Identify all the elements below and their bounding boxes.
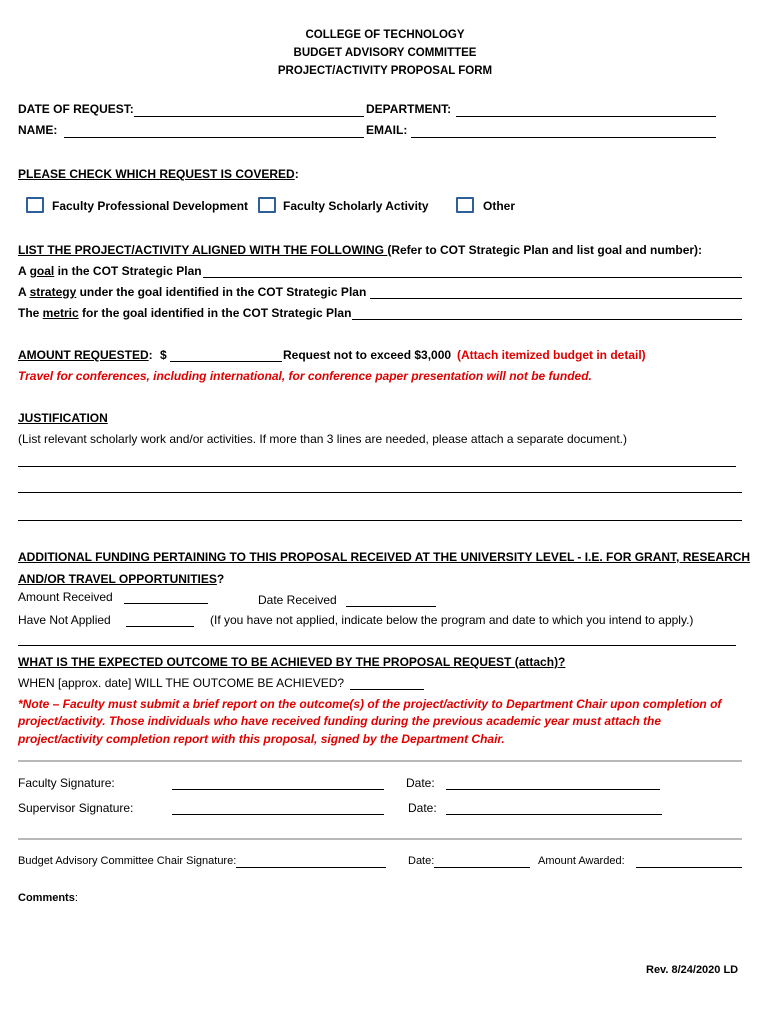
- name-input[interactable]: [66, 122, 362, 136]
- amount-input[interactable]: [172, 346, 280, 360]
- chair-signature-label: Budget Advisory Committee Chair Signature:: [18, 855, 237, 867]
- date-received-label: Date Received: [258, 593, 337, 607]
- faculty-signature-line: [172, 789, 384, 790]
- dollar-sign: $: [160, 348, 167, 362]
- form-header-college: COLLEGE OF TECHNOLOGY: [305, 29, 465, 41]
- strategy-input[interactable]: [372, 283, 740, 297]
- form-header-committee: BUDGET ADVISORY COMMITTEE: [293, 47, 477, 59]
- faculty-signature-input[interactable]: [174, 774, 382, 788]
- metric-line: [352, 319, 742, 320]
- report-note-line1: *Note – Faculty must submit a brief report on the outcome(s) of the project/activity to Department Chair upon completion of: [18, 697, 722, 711]
- checkbox-other[interactable]: [456, 197, 474, 213]
- email-input[interactable]: [413, 122, 714, 136]
- amount-awarded-input[interactable]: [638, 852, 740, 866]
- supervisor-signature-label: Supervisor Signature:: [18, 801, 134, 815]
- supervisor-signature-line: [172, 814, 384, 815]
- email-line: [411, 137, 716, 138]
- outcome-when-input[interactable]: [352, 674, 422, 688]
- form-title: PROJECT/ACTIVITY PROPOSAL FORM: [277, 65, 493, 77]
- request-heading: PLEASE CHECK WHICH REQUEST IS COVERED:: [18, 167, 299, 181]
- outcome-heading: WHAT IS THE EXPECTED OUTCOME TO BE ACHIEVED BY THE PROPOSAL REQUEST (attach)?: [18, 655, 566, 669]
- amount-awarded-line: [636, 867, 742, 868]
- funding-heading-line1: ADDITIONAL FUNDING PERTAINING TO THIS PROPOSAL RECEIVED AT THE UNIVERSITY LEVEL - I.E. FOR GRANT, RESEARCH: [18, 550, 751, 564]
- option-professional-development-label: Faculty Professional Development: [52, 199, 249, 213]
- justification-line-2: [18, 492, 742, 493]
- chair-date-label: Date:: [408, 855, 435, 867]
- email-label: EMAIL:: [366, 123, 408, 137]
- section-divider-2: [18, 838, 742, 840]
- justification-line-1: [18, 466, 736, 467]
- faculty-date-input[interactable]: [448, 774, 658, 788]
- goal-input[interactable]: [205, 262, 740, 276]
- amount-received-line: [124, 603, 208, 604]
- amount-requested-label: AMOUNT REQUESTED:: [18, 348, 153, 362]
- chair-date-input[interactable]: [436, 852, 528, 866]
- checkbox-scholarly-activity[interactable]: [258, 197, 276, 213]
- option-other-label: Other: [483, 199, 516, 213]
- supervisor-date-label: Date:: [408, 801, 437, 815]
- justification-heading: JUSTIFICATION: [18, 411, 108, 425]
- comments-label: Comments:: [18, 892, 78, 904]
- chair-date-line: [434, 867, 530, 868]
- supervisor-signature-input[interactable]: [174, 799, 382, 813]
- goal-line: [203, 277, 742, 278]
- justification-input-3[interactable]: [20, 505, 740, 519]
- report-note-line2: project/activity. Those individuals who have received funding during the previous academic year must attach the: [18, 714, 662, 728]
- name-label: NAME:: [18, 123, 58, 137]
- outcome-when-line: [350, 689, 424, 690]
- section-divider-1: [18, 760, 742, 762]
- travel-note: Travel for conferences, including international, for conference paper presentation will not be funded.: [18, 369, 592, 383]
- name-line: [64, 137, 364, 138]
- have-not-applied-input[interactable]: [128, 611, 192, 625]
- checkbox-professional-development[interactable]: [26, 197, 44, 213]
- justification-input-2[interactable]: [20, 477, 740, 491]
- attach-budget-note: (Attach itemized budget in detail): [457, 348, 646, 362]
- justification-instruction: (List relevant scholarly work and/or activities. If more than 3 lines are needed, please attach a separate document.): [18, 432, 627, 446]
- supervisor-date-input[interactable]: [448, 799, 660, 813]
- justification-input-1[interactable]: [20, 451, 734, 465]
- strategy-line: [370, 298, 742, 299]
- amount-awarded-label: Amount Awarded:: [538, 855, 625, 867]
- amount-limit-text: Request not to exceed $3,000: [283, 348, 452, 362]
- supervisor-date-line: [446, 814, 662, 815]
- chair-signature-line: [236, 867, 386, 868]
- faculty-date-line: [446, 789, 660, 790]
- have-not-applied-label: Have Not Applied: [18, 613, 111, 627]
- chair-signature-input[interactable]: [238, 852, 384, 866]
- outcome-when-label: WHEN [approx. date] WILL THE OUTCOME BE ACHIEVED?: [18, 676, 345, 690]
- date-of-request-input[interactable]: [136, 101, 362, 115]
- revision-note: Rev. 8/24/2020 LD: [646, 964, 739, 976]
- faculty-date-label: Date:: [406, 776, 435, 790]
- metric-input[interactable]: [354, 304, 740, 318]
- date-received-line: [346, 606, 436, 607]
- option-scholarly-activity-label: Faculty Scholarly Activity: [283, 199, 429, 213]
- date-of-request-label: DATE OF REQUEST:: [18, 102, 134, 116]
- report-note-line3: project/activity completion report with this proposal, signed by the Department Chair.: [18, 732, 505, 746]
- intended-program-input[interactable]: [20, 630, 734, 644]
- date-received-input[interactable]: [348, 591, 434, 605]
- have-not-applied-line: [126, 626, 194, 627]
- strategy-label: A strategy under the goal identified in the COT Strategic Plan: [18, 285, 367, 299]
- faculty-signature-label: Faculty Signature:: [18, 776, 115, 790]
- not-applied-note: (If you have not applied, indicate below the program and date to which you intend to apply.): [210, 613, 694, 627]
- department-line: [456, 116, 716, 117]
- funding-heading-line2: AND/OR TRAVEL OPPORTUNITIES?: [18, 572, 225, 586]
- metric-label: The metric for the goal identified in the COT Strategic Plan: [18, 306, 352, 320]
- goal-label: A goal in the COT Strategic Plan: [18, 264, 202, 278]
- date-of-request-line: [134, 116, 364, 117]
- justification-line-3: [18, 520, 742, 521]
- intended-program-line: [18, 645, 736, 646]
- amount-received-label: Amount Received: [18, 590, 113, 604]
- department-input[interactable]: [458, 101, 714, 115]
- department-label: DEPARTMENT:: [366, 102, 452, 116]
- amount-received-input[interactable]: [126, 588, 206, 602]
- alignment-heading: LIST THE PROJECT/ACTIVITY ALIGNED WITH THE FOLLOWING (Refer to COT Strategic Plan and list goal and number):: [18, 243, 703, 257]
- amount-line: [170, 361, 282, 362]
